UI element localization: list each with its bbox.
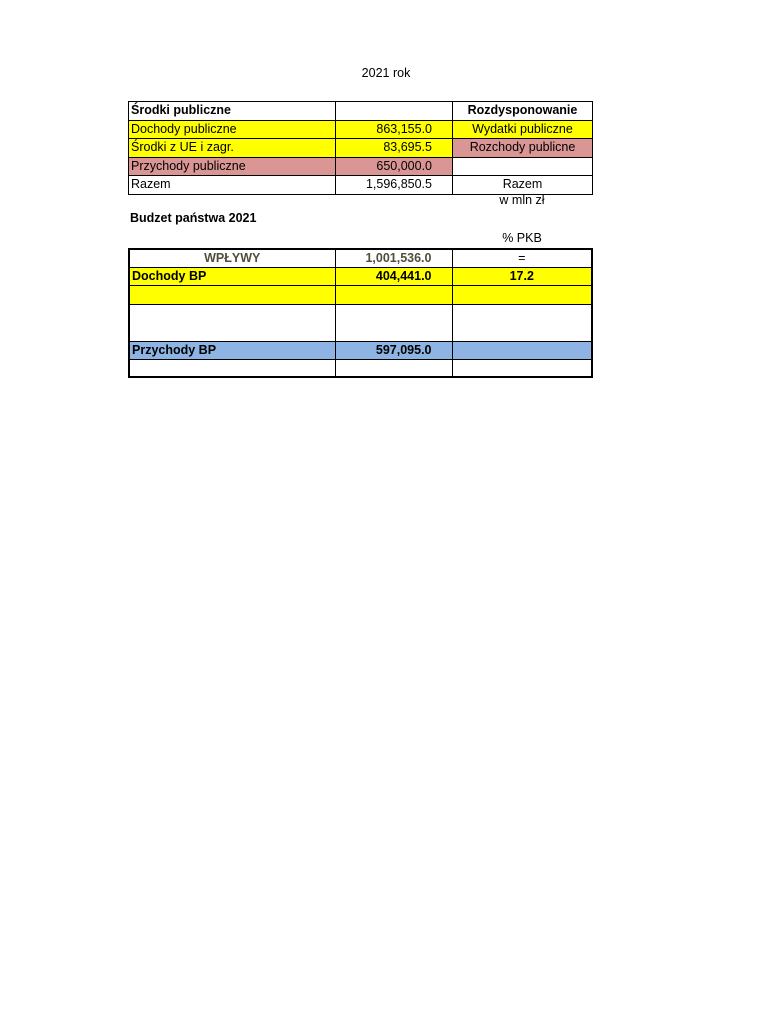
inflows-label: WPŁYWY: [129, 249, 335, 267]
header-blank: [336, 102, 453, 121]
row-value: 650,000.0: [336, 157, 453, 176]
empty-cell: [129, 285, 335, 304]
income-row: [129, 341, 592, 359]
revenue-label: Dochody BP: [129, 267, 335, 285]
empty-cell: [452, 285, 592, 304]
state-budget-title: Budzet państwa 2021: [130, 211, 257, 225]
empty-cell: [129, 304, 335, 341]
revenue-value: 404,441.0: [335, 267, 452, 285]
revenue-gdp: 17.2: [452, 267, 592, 285]
income-gdp: [452, 341, 592, 359]
table-row: [129, 139, 593, 158]
row-label: Dochody publiczne: [129, 120, 336, 139]
state-budget-table: [128, 248, 593, 378]
income-value: 597,095.0: [335, 341, 452, 359]
table-row: [129, 120, 593, 139]
table-row: [129, 157, 593, 176]
row-allocation: Razem: [453, 176, 593, 195]
row-allocation: [453, 157, 593, 176]
gdp-header: % PKB: [502, 231, 542, 245]
empty-row: [129, 304, 592, 341]
row-allocation: Wydatki publiczne: [453, 120, 593, 139]
header-allocation: Rozdysponowanie: [453, 102, 593, 121]
row-label: Razem: [129, 176, 336, 195]
empty-cell: [129, 359, 335, 377]
empty-row: [129, 285, 592, 304]
inflows-equals: =: [452, 249, 592, 267]
table-header-row: [129, 102, 593, 121]
empty-cell: [335, 359, 452, 377]
row-label: Środki z UE i zagr.: [129, 139, 336, 158]
empty-row: [129, 359, 592, 377]
table-row: [129, 176, 593, 195]
row-allocation: Rozchody publicne: [453, 139, 593, 158]
unit-note: w mln zł: [499, 193, 545, 207]
row-label: Przychody publiczne: [129, 157, 336, 176]
revenue-row: [129, 267, 592, 285]
inflows-row: [129, 249, 592, 267]
empty-cell: [335, 304, 452, 341]
empty-cell: [452, 304, 592, 341]
public-funds-table: [128, 101, 593, 195]
empty-cell: [452, 359, 592, 377]
inflows-value: 1,001,536.0: [335, 249, 452, 267]
row-value: 863,155.0: [336, 120, 453, 139]
empty-cell: [335, 285, 452, 304]
page-title: 2021 rok: [361, 66, 411, 80]
row-value: 83,695.5: [336, 139, 453, 158]
row-value: 1,596,850.5: [336, 176, 453, 195]
header-public-funds: Środki publiczne: [129, 102, 336, 121]
income-label: Przychody BP: [129, 341, 335, 359]
